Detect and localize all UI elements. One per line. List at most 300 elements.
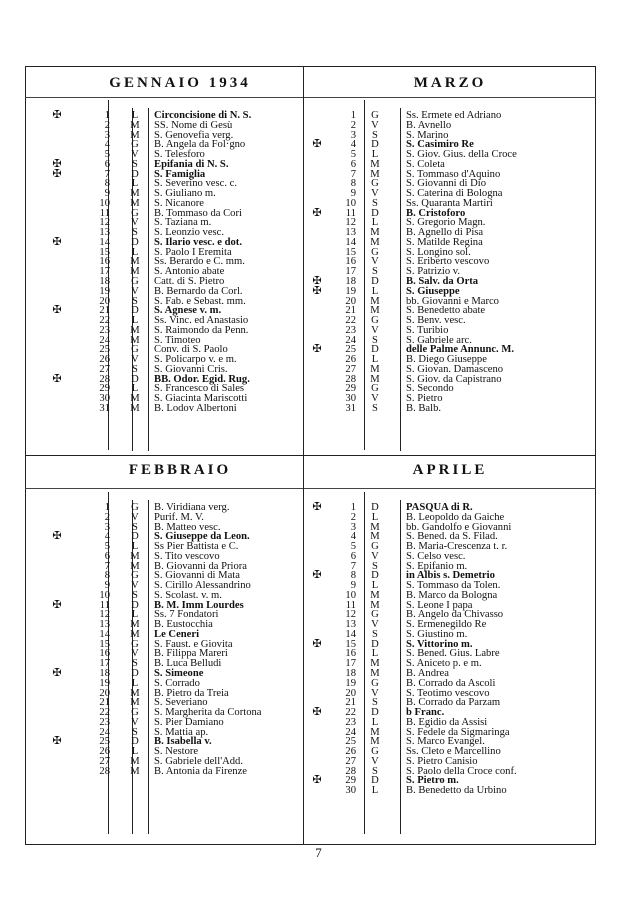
day-number: 2 [350,511,356,523]
saint-name: B. Lodov Albertoni [154,402,237,414]
saint-name: S. Tommaso d'Aquino [406,168,501,180]
saint-name: Epifania di N. S. [154,158,229,170]
weekday-letter: M [130,197,140,209]
weekday-letter: D [131,531,139,543]
weekday-letter: M [130,119,140,131]
day-number: 27 [99,363,110,375]
day-number: 9 [350,580,356,592]
day-number: 19 [345,677,356,689]
weekday-letter: M [370,168,380,180]
weekday-letter: L [371,217,379,229]
saint-name: S. Mattia ap. [154,726,209,738]
cross-icon: ✠ [312,343,322,356]
day-number: 10 [345,197,356,209]
weekday-letter: M [130,129,140,141]
saint-name: S. Giov. da Capistrano [406,373,502,385]
weekday-letter: D [371,638,379,650]
day-number: 1 [350,110,356,121]
saint-name: B. Maria-Crescenza t. r. [406,541,508,553]
saint-name: S. Matilde Regina [406,236,483,248]
cross-icon: ✠ [52,735,62,748]
day-number: 17 [345,266,356,278]
weekday-letter: S [132,158,138,170]
weekday-letter: V [371,755,379,767]
weekday-letter: L [131,315,139,327]
saint-name: B. Giovanni da Priora [154,560,247,572]
saint-name: S. Giov. Gius. della Croce [406,149,517,161]
day-number: 10 [99,197,110,209]
day-number: 16 [345,256,356,268]
saint-name: S. Pier Damiano [154,716,224,728]
day-number: 25 [99,736,110,748]
month-table-gennaio [50,111,302,414]
saint-name: S. Telesforo [154,149,205,161]
day-number: 24 [99,334,110,346]
saint-name: B. Salv. da Orta [406,276,479,288]
saint-name: S. Pietro [406,393,443,405]
saint-name: B. Diego Giuseppe [406,354,487,366]
saint-name: Ss. Berardo e C. mm. [154,256,245,268]
saint-name: S. Leone I papa [406,599,473,611]
day-number: 15 [345,246,356,258]
weekday-letter: D [131,236,139,248]
day-number: 20 [99,687,110,699]
weekday-letter: D [131,168,139,180]
saint-name: B. Filippa Mareri [154,648,228,660]
day-number: 31 [345,402,356,414]
saint-name: B. Angela da Fol·gno [154,139,246,151]
saint-name: Ss. Quaranta Martiri [406,197,493,209]
saint-name: B. Isabella v. [154,736,212,748]
day-number: 5 [350,541,356,553]
day-number: 12 [345,217,356,229]
day-number: 11 [99,207,110,219]
day-number: 29 [345,383,356,395]
day-number: 23 [99,716,110,728]
day-number: 9 [350,188,356,200]
weekday-letter: M [130,628,140,640]
weekday-letter: L [371,580,379,592]
weekday-letter: L [371,285,379,297]
weekday-letter: M [370,227,380,239]
saint-name: Ss. Cleto e Marcellino [406,746,501,758]
saint-name: B. Marco da Bologna [406,589,498,601]
weekday-letter: G [131,344,139,356]
saint-name: S. Pietro m. [406,775,459,787]
cross-icon: ✠ [312,206,322,219]
day-number: 27 [345,755,356,767]
day-number: 4 [104,139,110,151]
day-number: 19 [345,285,356,297]
saint-name: S. Secondo [406,383,454,395]
weekday-letter: V [371,550,379,562]
day-number: 11 [345,599,356,611]
saint-name: S. Patrizio v. [406,266,461,278]
day-number: 13 [99,619,110,631]
day-number: 28 [345,373,356,385]
saint-name: B. Avnello [406,119,452,131]
horizontal-divider [25,455,596,456]
weekday-letter: S [372,628,378,640]
saint-name: S. Corrado [154,677,200,689]
day-number: 29 [345,775,356,787]
weekday-letter: M [130,765,140,777]
saint-name: Ss. 7 Fondatori [154,609,219,621]
saint-name: S. Eriberto vescovo [406,256,490,268]
day-number: 17 [345,658,356,670]
saint-name: S. Gregorio Magn. [406,217,486,229]
day-number: 3 [350,521,356,533]
saint-name: S. Benv. vesc. [406,315,466,327]
saint-name: S. Genovefia verg. [154,129,234,141]
day-number: 12 [99,217,110,229]
weekday-letter: L [371,648,379,660]
day-number: 22 [99,315,110,327]
saint-name: S. Giuseppe [406,285,460,297]
weekday-letter: V [131,511,139,523]
title-rule [304,97,596,98]
month-table-febbraio [50,503,302,776]
day-number: 1 [350,502,356,513]
weekday-letter: G [371,677,379,689]
day-number: 21 [345,697,356,709]
month-title-febbraio: FEBBRAIO [128,462,232,478]
weekday-letter: D [371,570,379,582]
day-number: 5 [350,149,356,161]
day-number: 8 [350,178,356,190]
day-number: 4 [104,531,110,543]
saint-name: S. Benedetto abate [406,305,486,317]
day-number: 12 [99,609,110,621]
day-number: 21 [99,305,110,317]
saint-name: S. Famiglia [154,168,206,180]
weekday-letter: G [371,246,379,258]
weekday-letter: M [370,521,380,533]
weekday-letter: L [371,785,379,797]
weekday-letter: D [371,276,379,288]
weekday-letter: G [371,541,379,553]
cross-icon: ✠ [312,138,322,151]
weekday-letter: M [130,188,140,200]
day-number: 7 [104,168,110,180]
day-number: 27 [99,755,110,767]
saint-name: S. Taziana m. [154,217,212,229]
saint-name: B. Corrado da Ascoli [406,677,496,689]
day-number: 3 [104,521,110,533]
day-number: 9 [104,188,110,200]
weekday-letter: S [372,266,378,278]
cross-icon: ✠ [312,284,322,297]
saint-name: bb. Giovanni e Marco [406,295,499,307]
saint-name: S. Leonzio vesc. [154,227,225,239]
saint-name: B. Balb. [406,402,442,414]
day-number: 30 [99,393,110,405]
day-number: 10 [99,589,110,601]
saint-name: B. Agnello di Pisa [406,227,484,239]
saint-name: PASQUA di R. [406,502,473,513]
day-number: 24 [345,726,356,738]
cross-icon: ✠ [52,667,62,680]
weekday-letter: V [131,217,139,229]
day-number: 21 [99,697,110,709]
day-number: 3 [350,129,356,141]
day-row [310,404,594,414]
day-number: 18 [99,668,110,680]
weekday-letter: S [372,697,378,709]
saint-name: S. Epifanio m. [406,560,468,572]
saint-name: in Albis s. Demetrio [406,570,495,582]
cross-icon: ✠ [52,157,62,170]
weekday-letter: M [370,373,380,385]
day-number: 2 [350,119,356,131]
day-number: 8 [104,570,110,582]
day-number: 9 [104,580,110,592]
title-rule [304,488,596,489]
weekday-letter: V [371,687,379,699]
saint-name: S. Celso vesc. [406,550,466,562]
page-number: 7 [315,845,322,860]
weekday-letter: D [371,139,379,151]
saint-name: B. Benedetto da Urbino [406,785,507,797]
weekday-letter: S [132,295,138,307]
day-number: 7 [350,560,356,572]
day-number: 22 [345,707,356,719]
weekday-letter: L [131,746,139,758]
saint-name: S. Severiano [154,697,208,709]
saint-name: S. Giuliano m. [154,188,216,200]
day-number: 15 [99,638,110,650]
saint-name: S. Marino [406,129,449,141]
weekday-letter: S [372,402,378,414]
weekday-letter: V [131,716,139,728]
weekday-letter: M [130,256,140,268]
weekday-letter: D [131,736,139,748]
day-number: 18 [345,668,356,680]
saint-name: S. Paolo I Eremita [154,246,232,258]
weekday-letter: M [130,560,140,572]
day-number: 5 [104,149,110,161]
weekday-letter: S [132,363,138,375]
saint-name: S. Tito vescovo [154,550,220,562]
day-number: 16 [99,648,110,660]
saint-name: B. Egidio da Assisi [406,716,488,728]
cross-icon: ✠ [312,637,322,650]
weekday-letter: L [371,354,379,366]
cross-icon: ✠ [312,501,322,513]
day-number: 26 [99,746,110,758]
saint-name: S. Teotimo vescovo [406,687,490,699]
weekday-letter: M [370,363,380,375]
weekday-letter: V [371,619,379,631]
saint-name: S. Vittorino m. [406,638,473,650]
saint-name: S. Margherita da Cortona [154,707,262,719]
day-number: 20 [345,295,356,307]
weekday-letter: M [130,266,140,278]
day-number: 23 [345,716,356,728]
day-number: 13 [99,227,110,239]
saint-name: delle Palme Annunc. M. [406,344,514,356]
saint-name: B. Pietro da Treia [154,687,229,699]
saint-name: S. Paolo della Croce conf. [406,765,517,777]
cross-icon: ✠ [312,275,322,288]
weekday-letter: S [132,521,138,533]
weekday-letter: M [370,236,380,248]
weekday-letter: S [132,658,138,670]
weekday-letter: L [131,609,139,621]
day-number: 26 [345,746,356,758]
weekday-letter: S [372,560,378,572]
day-number: 23 [345,324,356,336]
saint-name: S. Nestore [154,746,199,758]
saint-name: S. Bened. da S. Filad. [406,531,498,543]
saint-name: B. Tommaso da Cori [154,207,242,219]
month-table-aprile [310,503,594,796]
day-number: 19 [99,677,110,689]
day-number: 4 [350,531,356,543]
day-number: 20 [345,687,356,699]
cross-icon: ✠ [312,569,322,582]
day-number: 10 [345,589,356,601]
saint-name: B. M. Imm Lourdes [154,599,244,611]
weekday-letter: G [131,139,139,151]
saint-name: S. Simeone [154,668,204,680]
day-number: 30 [345,785,356,797]
weekday-letter: V [371,256,379,268]
weekday-letter: M [370,305,380,317]
day-number: 14 [99,628,110,640]
weekday-letter: S [372,765,378,777]
day-number: 14 [345,628,356,640]
weekday-letter: M [370,658,380,670]
weekday-letter: L [131,541,139,553]
day-row [50,404,302,414]
day-number: 6 [104,550,110,562]
day-number: 25 [345,736,356,748]
weekday-letter: M [370,589,380,601]
weekday-letter: M [130,697,140,709]
weekday-letter: S [372,334,378,346]
saint-name: S. Scolast. v. m. [154,589,222,601]
weekday-letter: V [131,149,139,161]
weekday-letter: G [371,383,379,395]
saint-name: bb. Gandolfo e Giovanni [406,521,512,533]
day-number: 12 [345,609,356,621]
saint-name: S. Longino sol. [406,246,471,258]
saint-name: S. Marco Evangel. [406,736,485,748]
day-number: 24 [99,726,110,738]
title-rule [25,97,303,98]
saint-name: Circoncisione di N. S. [154,110,252,121]
cross-icon: ✠ [312,774,322,787]
weekday-letter: D [131,599,139,611]
weekday-letter: G [131,638,139,650]
saint-name: S. Gabriele dell'Add. [154,755,243,767]
day-row [50,767,302,777]
weekday-letter: G [371,110,379,121]
weekday-letter: M [130,619,140,631]
weekday-letter: L [131,383,139,395]
saint-name: S. Giacinta Mariscotti [154,393,248,405]
weekday-letter: V [371,393,379,405]
weekday-letter: V [371,119,379,131]
weekday-letter: M [130,687,140,699]
day-number: 13 [345,227,356,239]
saint-name: S. Giovan. Damasceno [406,363,504,375]
weekday-letter: V [131,285,139,297]
saint-name: S. Coleta [406,158,445,170]
weekday-letter: G [371,746,379,758]
month-title-aprile: APRILE [412,462,488,478]
saint-name: S. Ilario vesc. e dot. [154,236,242,248]
day-number: 23 [99,324,110,336]
day-number: 16 [99,256,110,268]
day-number: 11 [345,207,356,219]
day-number: 15 [345,638,356,650]
saint-name: S. Ermenegildo Re [406,619,487,631]
day-number: 7 [104,560,110,572]
weekday-letter: M [370,726,380,738]
weekday-letter: M [370,668,380,680]
day-number: 28 [99,373,110,385]
saint-name: S. Francesco di Sales [154,383,245,395]
saint-name: S. Gabriele arc. [406,334,472,346]
saint-name: B. Cristoforo [406,207,466,219]
saint-name: S. Giustino m. [406,628,468,640]
day-number: 19 [99,285,110,297]
day-number: 6 [350,158,356,170]
weekday-letter: M [130,402,140,414]
weekday-letter: G [131,276,139,288]
saint-name: B. Antonia da Firenze [154,765,247,777]
weekday-letter: L [131,178,139,190]
saint-name: Catt. di S. Pietro [154,276,225,288]
saint-name: B. Eustocchia [154,619,213,631]
weekday-letter: L [371,149,379,161]
cross-icon: ✠ [52,167,62,180]
weekday-letter: M [130,550,140,562]
saint-name: S. Timoteo [154,334,201,346]
saint-name: S. Cirillo Alessandrino [154,580,251,592]
day-row [310,786,594,796]
day-number: 22 [345,315,356,327]
weekday-letter: M [370,599,380,611]
month-title-marzo: MARZO [413,75,487,91]
saint-name: S. Raimondo da Penn. [154,324,249,336]
day-number: 17 [99,658,110,670]
weekday-letter: M [370,531,380,543]
day-number: 24 [345,334,356,346]
day-number: 1 [104,110,110,121]
cross-icon: ✠ [52,304,62,317]
saint-name: S. Fedele da Sigmaringa [406,726,510,738]
day-number: 6 [350,550,356,562]
day-number: 2 [104,119,110,131]
weekday-letter: G [131,502,139,513]
saint-name: B. Luca Belludi [154,658,222,670]
saint-name: B. Matteo vesc. [154,521,221,533]
day-number: 14 [345,236,356,248]
day-number: 30 [345,393,356,405]
saint-name: Purif. M. V. [154,511,204,523]
day-number: 4 [350,139,356,151]
weekday-letter: M [130,324,140,336]
saint-name: B. Angelo da Chivasso [406,609,504,621]
day-number: 6 [104,158,110,170]
saint-name: S. Giuseppe da Leon. [154,531,250,543]
saint-name: S. Pietro Canisio [406,755,478,767]
day-number: 13 [345,619,356,631]
day-number: 20 [99,295,110,307]
